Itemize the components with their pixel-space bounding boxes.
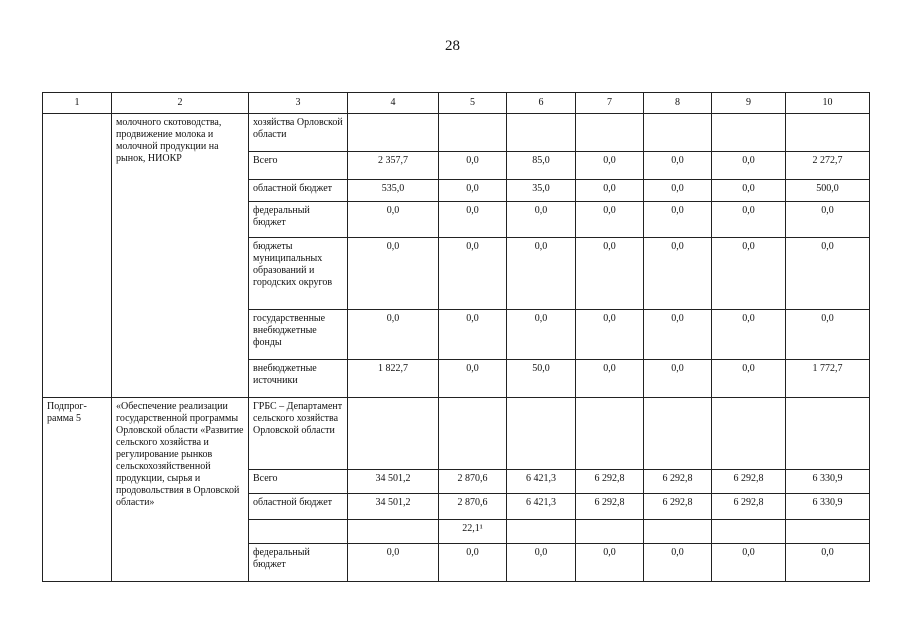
value-cell: 0,0 (576, 544, 644, 582)
value-cell: 0,0 (712, 238, 786, 310)
value-cell: 6 421,3 (507, 470, 576, 494)
budget-table (42, 92, 870, 582)
program-name-cell: «Обеспечение реализации государственной программы Орловской области «Развитие сельского хозяйства и регулирование рынков сельскохозяйственной продукции, сырья и продовольствия в Орловской области» (112, 398, 249, 582)
value-cell: 0,0 (576, 202, 644, 238)
value-cell: 0,0 (439, 152, 507, 180)
value-cell (712, 398, 786, 470)
value-cell: 85,0 (507, 152, 576, 180)
value-cell: 0,0 (507, 310, 576, 360)
table-row (43, 114, 870, 152)
value-cell: 6 330,9 (786, 494, 870, 520)
funding-source-label: внебюджетные источники (249, 360, 348, 398)
value-cell: 34 501,2 (348, 470, 439, 494)
funding-source-label: областной бюджет (249, 180, 348, 202)
value-cell: 0,0 (644, 310, 712, 360)
value-cell: 500,0 (786, 180, 870, 202)
column-header: 4 (348, 93, 439, 114)
funding-source-label: бюджеты муниципальных образований и городских округов (249, 238, 348, 310)
responsible-cell: хозяйства Орловской области (249, 114, 348, 152)
column-header: 3 (249, 93, 348, 114)
column-header: 1 (43, 93, 112, 114)
column-header: 7 (576, 93, 644, 114)
value-cell: 6 292,8 (712, 470, 786, 494)
value-cell: 0,0 (439, 544, 507, 582)
value-cell: 0,0 (439, 238, 507, 310)
value-cell: 0,0 (576, 180, 644, 202)
value-cell: 22,1¹ (439, 520, 507, 544)
value-cell: 0,0 (786, 238, 870, 310)
value-cell: 0,0 (507, 238, 576, 310)
value-cell: 0,0 (348, 310, 439, 360)
value-cell (348, 520, 439, 544)
value-cell (644, 114, 712, 152)
value-cell: 0,0 (348, 544, 439, 582)
value-cell: 6 292,8 (576, 470, 644, 494)
value-cell: 0,0 (348, 238, 439, 310)
value-cell (507, 520, 576, 544)
table-row (43, 398, 870, 470)
responsible-cell: ГРБС – Департамент сельского хозяйства Орловской области (249, 398, 348, 470)
value-cell: 0,0 (576, 152, 644, 180)
value-cell: 2 357,7 (348, 152, 439, 180)
value-cell: 6 421,3 (507, 494, 576, 520)
value-cell (576, 520, 644, 544)
value-cell: 0,0 (644, 180, 712, 202)
column-header: 10 (786, 93, 870, 114)
value-cell: 0,0 (644, 544, 712, 582)
value-cell: 6 292,8 (644, 494, 712, 520)
value-cell: 0,0 (576, 238, 644, 310)
value-cell: 0,0 (786, 310, 870, 360)
value-cell: 0,0 (786, 544, 870, 582)
value-cell: 0,0 (439, 202, 507, 238)
subprogram-cell: Подпрог-рамма 5 (43, 398, 112, 582)
value-cell: 35,0 (507, 180, 576, 202)
value-cell (712, 114, 786, 152)
value-cell (786, 398, 870, 470)
value-cell (439, 114, 507, 152)
value-cell: 0,0 (712, 202, 786, 238)
funding-source-label: Всего (249, 470, 348, 494)
value-cell: 6 292,8 (644, 470, 712, 494)
value-cell: 6 292,8 (712, 494, 786, 520)
value-cell: 0,0 (507, 202, 576, 238)
value-cell (644, 520, 712, 544)
funding-source-label: государственные внебюджетные фонды (249, 310, 348, 360)
value-cell (786, 520, 870, 544)
value-cell (786, 114, 870, 152)
subprogram-cell (43, 114, 112, 398)
value-cell: 0,0 (576, 310, 644, 360)
value-cell: 0,0 (712, 544, 786, 582)
funding-source-label: федеральный бюджет (249, 202, 348, 238)
value-cell (507, 114, 576, 152)
value-cell: 1 772,7 (786, 360, 870, 398)
value-cell: 0,0 (712, 360, 786, 398)
value-cell (576, 114, 644, 152)
value-cell: 34 501,2 (348, 494, 439, 520)
value-cell: 0,0 (786, 202, 870, 238)
funding-source-label: областной бюджет (249, 494, 348, 520)
value-cell: 0,0 (712, 180, 786, 202)
value-cell: 0,0 (439, 310, 507, 360)
value-cell (348, 398, 439, 470)
value-cell: 2 272,7 (786, 152, 870, 180)
value-cell: 0,0 (712, 310, 786, 360)
page-number: 28 (445, 38, 460, 54)
column-header: 6 (507, 93, 576, 114)
value-cell: 0,0 (348, 202, 439, 238)
value-cell (348, 114, 439, 152)
value-cell: 0,0 (644, 152, 712, 180)
value-cell: 0,0 (644, 238, 712, 310)
value-cell: 0,0 (507, 544, 576, 582)
value-cell: 1 822,7 (348, 360, 439, 398)
value-cell (439, 398, 507, 470)
value-cell (644, 398, 712, 470)
value-cell: 0,0 (644, 360, 712, 398)
value-cell (712, 520, 786, 544)
column-number-row (43, 93, 870, 114)
program-name-cell: молочного скотоводства, продвижение молока и молочной продукции на рынок, НИОКР (112, 114, 249, 398)
value-cell (576, 398, 644, 470)
funding-source-label: федеральный бюджет (249, 544, 348, 582)
column-header: 9 (712, 93, 786, 114)
value-cell: 6 292,8 (576, 494, 644, 520)
column-header: 8 (644, 93, 712, 114)
value-cell: 2 870,6 (439, 494, 507, 520)
value-cell: 0,0 (576, 360, 644, 398)
column-header: 2 (112, 93, 249, 114)
value-cell: 0,0 (439, 360, 507, 398)
value-cell: 50,0 (507, 360, 576, 398)
value-cell: 0,0 (644, 202, 712, 238)
value-cell: 0,0 (439, 180, 507, 202)
value-cell: 0,0 (712, 152, 786, 180)
value-cell: 6 330,9 (786, 470, 870, 494)
column-header: 5 (439, 93, 507, 114)
value-cell (507, 398, 576, 470)
value-cell: 2 870,6 (439, 470, 507, 494)
value-cell: 535,0 (348, 180, 439, 202)
funding-source-label (249, 520, 348, 544)
funding-source-label: Всего (249, 152, 348, 180)
